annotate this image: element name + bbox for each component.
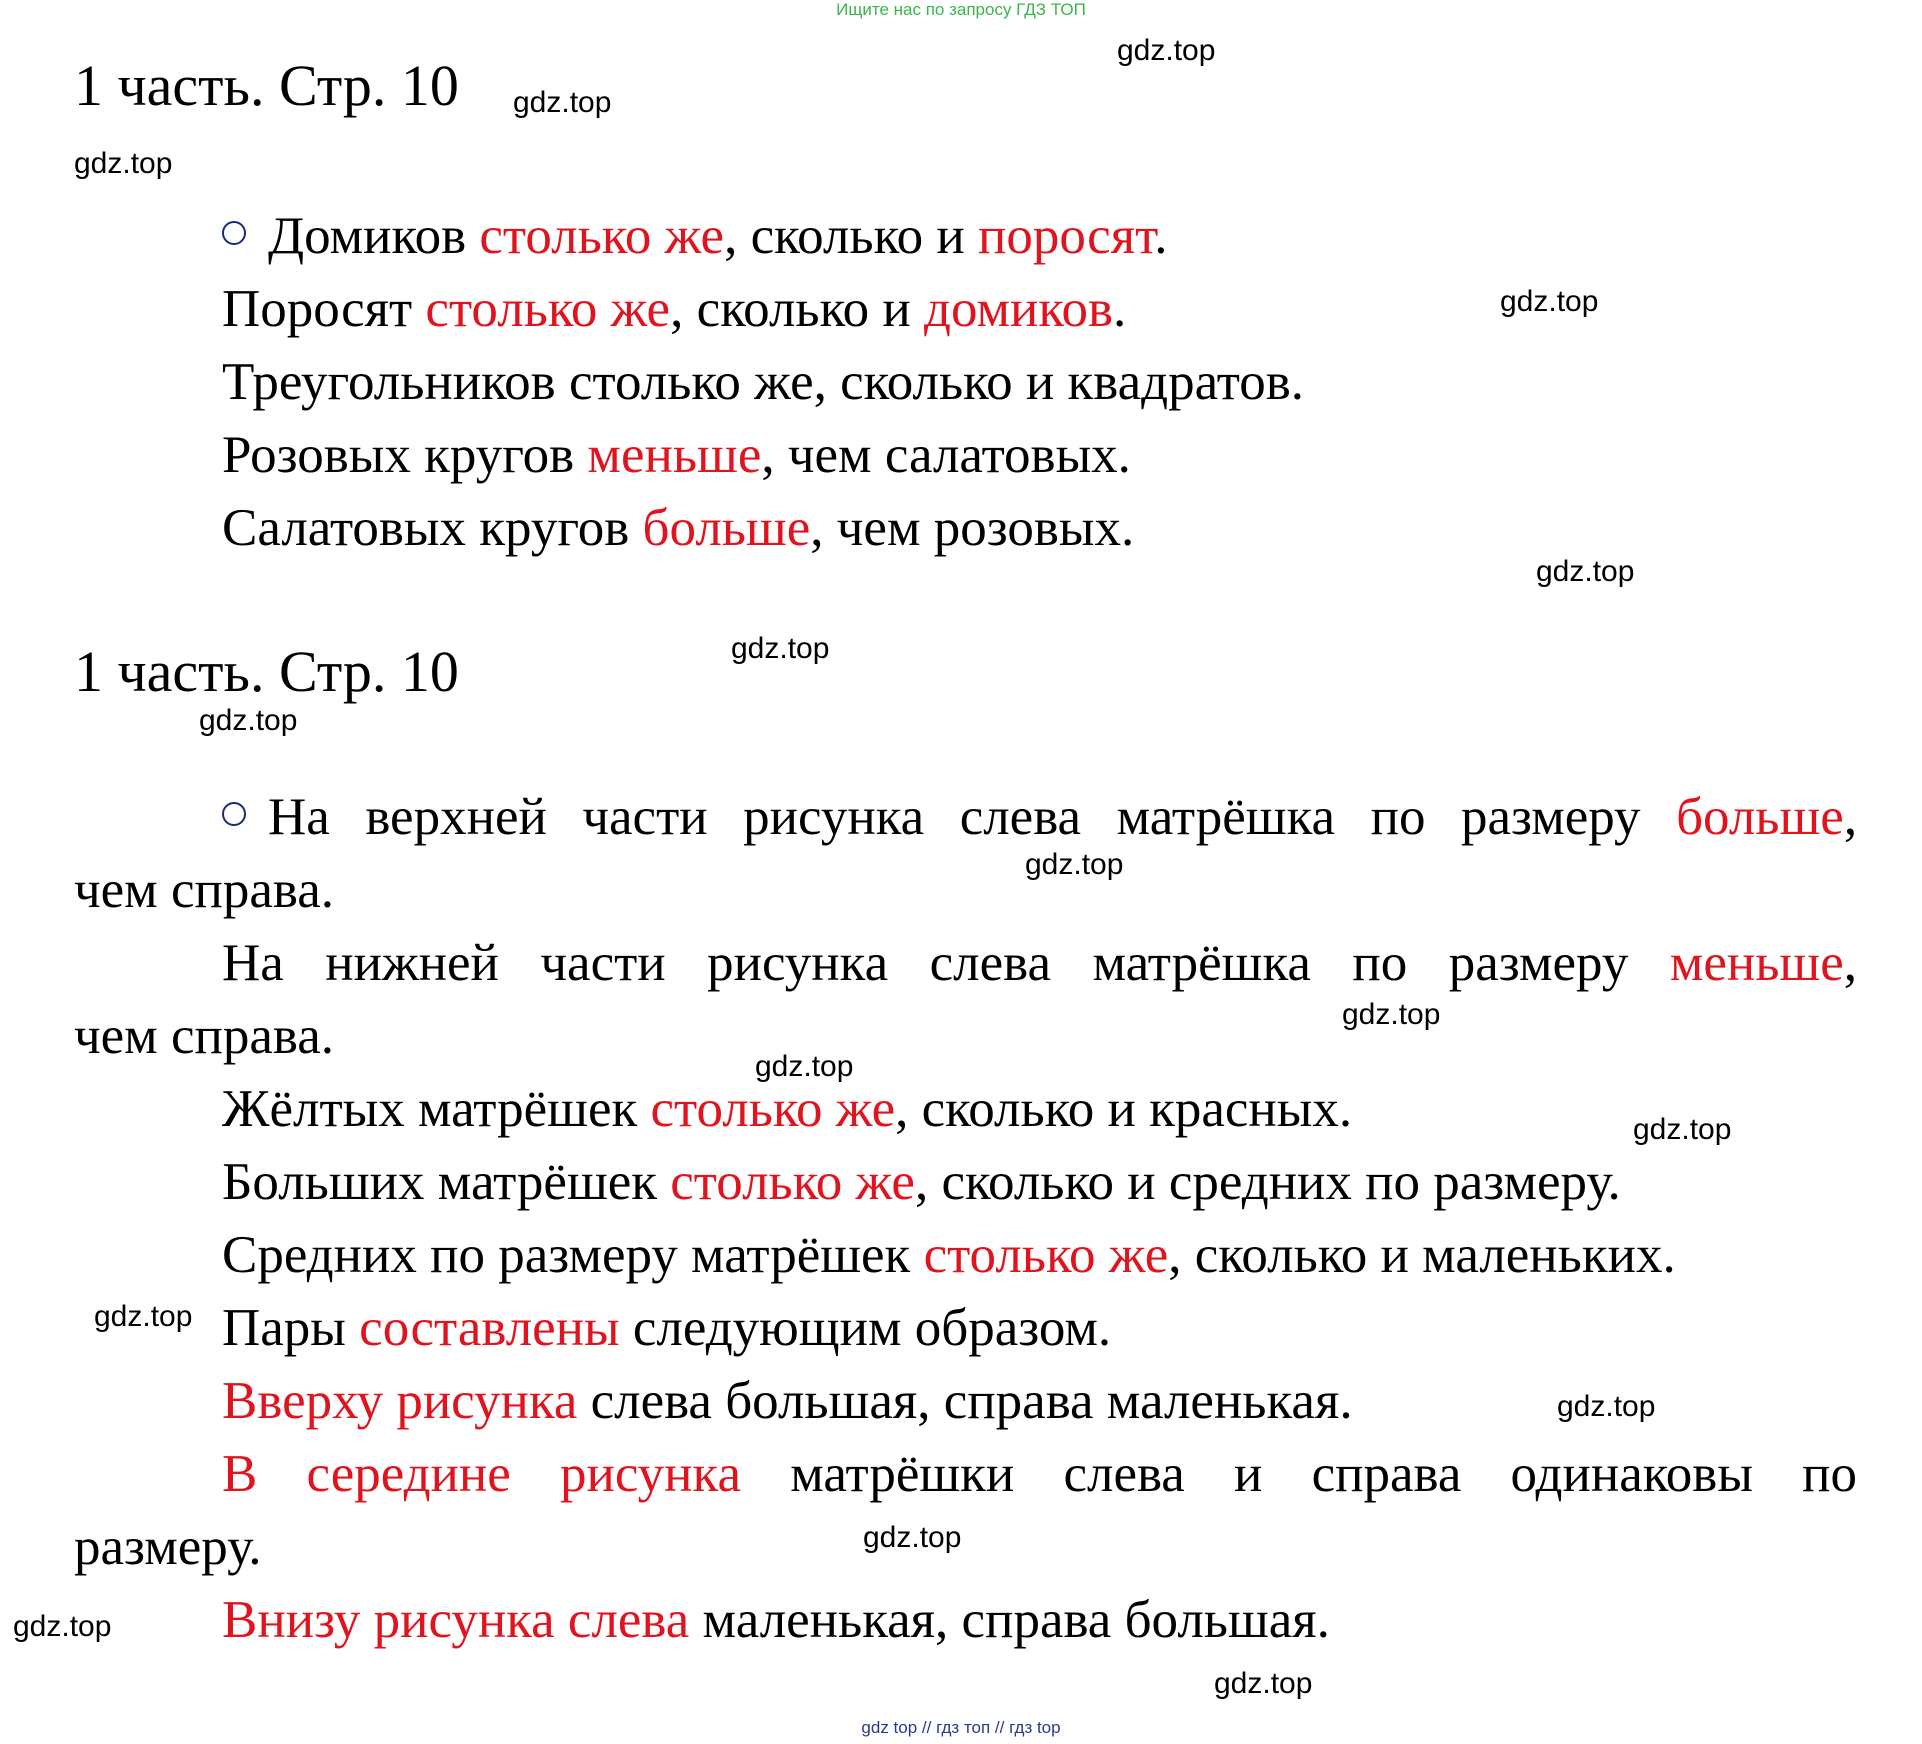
watermark: gdz.top [13,1610,112,1643]
bottom-banner: gdz top // гдз топ // гдз top [861,1718,1061,1737]
watermark: gdz.top [513,86,612,119]
section2-para-1-cont: чем справа. [74,861,334,919]
section2-line-5: Средних по размеру матрёшек столько же, сколько и маленьких. [222,1226,1676,1284]
section1-heading: 1 часть. Стр. 10 [74,53,459,118]
watermark: gdz.top [1536,555,1635,588]
section1-line-3: Треугольников столько же, сколько и квадратов. [222,353,1304,411]
section2-line-7: Вверху рисунка слева большая, справа маленькая. [222,1372,1353,1430]
watermark: gdz.top [94,1300,193,1333]
section2-para-2-cont: чем справа. [74,1007,334,1065]
watermark: gdz.top [1633,1113,1732,1146]
watermark: gdz.top [1500,285,1599,318]
section1-line-2: Поросят столько же, сколько и домиков. [222,280,1127,338]
section2-line-4: Больших матрёшек столько же, сколько и средних по размеру. [222,1153,1621,1211]
top-banner: Ищите нас по запросу ГДЗ ТОП [836,0,1086,19]
watermark: gdz.top [755,1050,854,1083]
section1-line-1: Домиков столько же, сколько и поросят. [222,205,1168,267]
watermark: gdz.top [1025,848,1124,881]
section2-para-8: В середине рисунка матрёшки слева и справа одинаковы по [222,1445,1857,1503]
section2-para-1: На верхней части рисунка слева матрёшка по размеру больше, [222,786,1857,848]
watermark: gdz.top [1214,1667,1313,1700]
section1-line-5: Салатовых кругов больше, чем розовых. [222,499,1135,557]
section2-line-3: Жёлтых матрёшек столько же, сколько и красных. [222,1080,1353,1138]
section2-para-8-cont: размеру. [74,1518,262,1576]
watermark: gdz.top [1557,1390,1656,1423]
watermark: gdz.top [1342,998,1441,1031]
watermark: gdz.top [1117,34,1216,67]
circle-bullet-icon [222,221,246,245]
circle-bullet-icon [222,802,246,826]
section2-para-2: На нижней части рисунка слева матрёшка по размеру меньше, [222,934,1858,992]
section1-line-4: Розовых кругов меньше, чем салатовых. [222,426,1131,484]
watermark: gdz.top [74,147,173,180]
watermark: gdz.top [199,704,298,737]
section2-line-6: Пары составлены следующим образом. [222,1299,1112,1357]
watermark: gdz.top [731,632,830,665]
watermark: gdz.top [863,1521,962,1554]
section2-heading: 1 часть. Стр. 10 [74,639,459,704]
section2-line-9: Внизу рисунка слева маленькая, справа большая. [222,1591,1330,1649]
